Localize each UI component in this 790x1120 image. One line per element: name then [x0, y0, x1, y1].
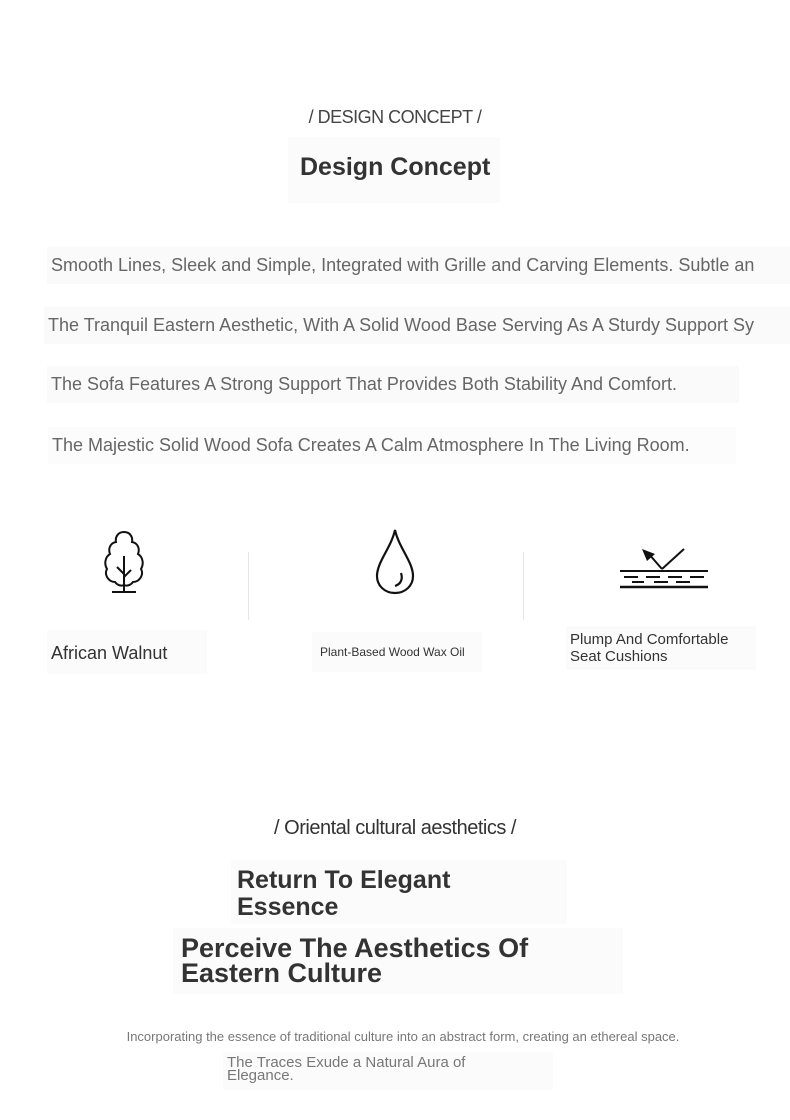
- feature-label: Plump And Comfortable Seat Cushions: [570, 631, 729, 665]
- feature-label: Plant-Based Wood Wax Oil: [320, 645, 465, 659]
- oriental-description: Incorporating the essence of traditional culture into an abstract form, creating an ethereal space.: [126, 1029, 680, 1044]
- design-concept-eyebrow: / DESIGN CONCEPT /: [308, 107, 482, 127]
- heading-perceive-aesthetics: Perceive The Aesthetics Of Eastern Culture: [181, 933, 529, 988]
- tagline-box: [223, 1052, 553, 1090]
- concept-line-2: The Tranquil Eastern Aesthetic, With A Solid Wood Base Serving As A Sturdy Support Sy: [44, 307, 790, 344]
- cushion-icon: [618, 545, 710, 591]
- feature-label: African Walnut: [51, 643, 168, 663]
- design-concept-title-box: [288, 137, 500, 203]
- oriental-eyebrow: / Oriental cultural aesthetics /: [274, 817, 516, 839]
- feature-wood-wax-oil: [312, 632, 482, 672]
- concept-line-3: The Sofa Features A Strong Support That Provides Both Stability And Comfort.: [47, 366, 739, 403]
- oriental-tagline: The Traces Exude a Natural Aura of Elegance.: [227, 1054, 466, 1084]
- feature-seat-cushions: [566, 626, 756, 670]
- water-drop-icon: [374, 528, 416, 596]
- heading1-box: [231, 860, 567, 924]
- tree-icon: [100, 530, 148, 594]
- design-concept-title: Design Concept: [300, 153, 491, 181]
- concept-line-1: Smooth Lines, Sleek and Simple, Integrated with Grille and Carving Elements. Subtle an: [47, 247, 790, 284]
- concept-line-4: The Majestic Solid Wood Sofa Creates A Calm Atmosphere In The Living Room.: [48, 427, 736, 464]
- heading-return-to-elegant-essence: Return To Elegant Essence: [237, 866, 451, 921]
- feature-divider-2: [523, 552, 524, 620]
- heading2-box: [173, 928, 623, 994]
- feature-african-walnut: [47, 630, 207, 674]
- feature-divider-1: [248, 552, 249, 620]
